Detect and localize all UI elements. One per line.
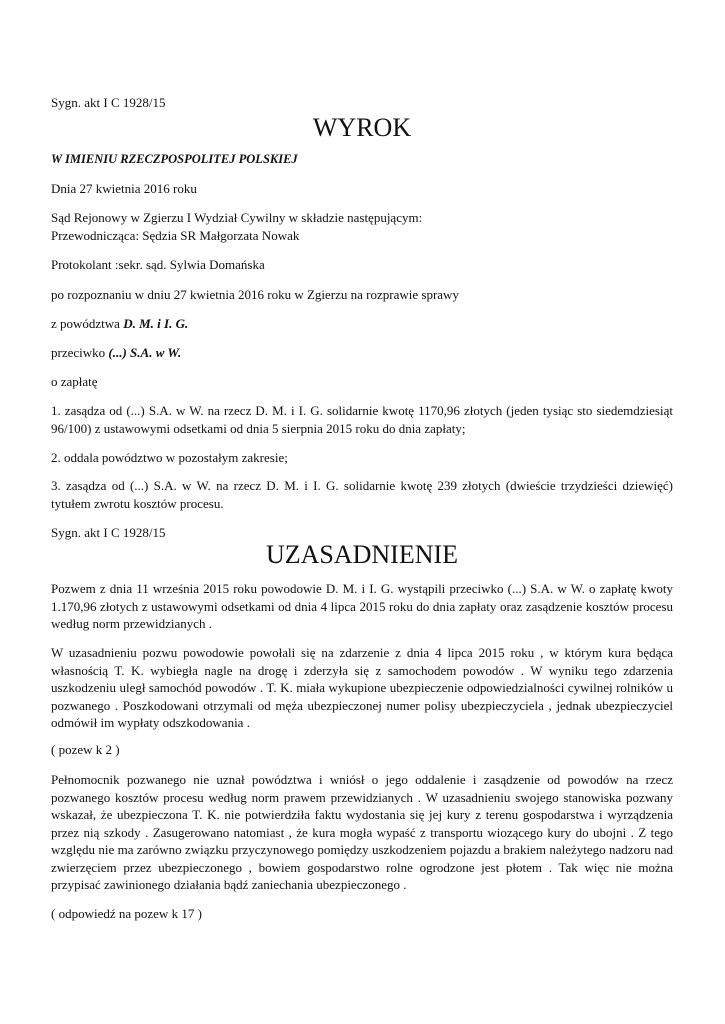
court-line-1: Sąd Rejonowy w Zgierzu I Wydział Cywilny w składzie następującym: [51, 210, 423, 225]
defendant-prefix: przeciwko [51, 345, 109, 360]
defendant-line [51, 344, 673, 362]
ruling-title: WYROK [312, 113, 412, 142]
court-line-2: Przewodnicząca: Sędzia SR Małgorzata Nowak [51, 227, 300, 243]
court-clerk: Protokolant :sekr. sąd. Sylwia Domańska [51, 257, 265, 272]
ruling-item-1: 1. zasądza od (...) S.A. w W. na rzecz D. M. i I. G. solidarnie kwotę 1170,96 złotych (jeden tysiąc sto siedemdziesiąt 96/100) z ustawowymi odsetkami od dnia 5 sierpnia 2015 roku do dnia zapłaty; [51, 403, 673, 436]
justification-paragraph-1: Pozwem z dnia 11 września 2015 roku powodowie D. M. i I. G. wystąpili przeciwko (...) S.A. w W. o zapłatę kwoty 1.170,96 złotych z ustawowymi odsetkami od dnia 4 lipca 2015 roku do dnia zapłaty oraz zasądzenie kosztów procesu według norm przewidzianych . [51, 581, 673, 631]
justification-paragraph-2: W uzasadnieniu pozwu powodowie powołali się na zdarzenie z dnia 4 lipca 2015 roku , w którym kura będąca własnością T. K. wybiegła nagle na drogę i zderzyła się z samochodem powodów . W wyniku tego zdarzenia uszkodzeniu uległ samochód powodów . T. K. miała wykupione ubezpieczenie odpowiedzialności cywilnej rolników u pozwanego . Poszkodowani otrzymali od męża ubezpieczonej numer polisy ubezpieczyciela , jednak ubezpieczyciel odmówił im wypłaty odszkodowania . [51, 645, 673, 730]
case-subject: o zapłatę [51, 374, 98, 389]
plaintiff-line [51, 315, 673, 333]
ruling-item-3: 3. zasądza od (...) S.A. w W. na rzecz D. M. i I. G. solidarnie kwotę 239 złotych (dwieście trzydzieści dziewięć) tytułem zwrotu kosztów procesu. [51, 478, 673, 511]
ruling-date: Dnia 27 kwietnia 2016 roku [51, 181, 197, 196]
court-composition [51, 209, 673, 244]
plaintiff-name: D. M. i I. G. [123, 316, 189, 331]
justification-paragraph-3: Pełnomocnik pozwanego nie uznał powództwa i wniósł o jego oddalenie i zasądzenie od powodów na rzecz pozwanego kosztów procesu według norm prawem przewidzianych . W uzasadnieniu swojego stanowiska pozwany wskazał, że ubezpieczona T. K. nie potwierdziła faktu wydostania się jej kury z terenu gospodarstwa i wyrządzenia przez nią szkody . Zasugerowano natomiast , że kura mogła wypaść z transportu wiozącego kury do ubojni . Z tego względu nie ma zarówno związku przyczynowego pomiędzy uszkodzeniem pojazdu a brakiem należytego nadzoru nad zwierzęciem przez ubezpieczonego , bowiem gospodarstwo rolne ogrodzone jest płotem . Tak więc nie można przypisać zawinionego działania bądź zaniechania ubezpieczonego . [51, 772, 673, 892]
ruling-subtitle: W IMIENIU RZECZPOSPOLITEJ POLSKIEJ [51, 152, 298, 166]
justification-title: UZASADNIENIE [265, 540, 459, 569]
case-signature: Sygn. akt I C 1928/15 [51, 95, 166, 110]
justification-signature: Sygn. akt I C 1928/15 [51, 525, 166, 540]
defendant-name: (...) S.A. w W. [108, 345, 182, 360]
reference-pozew: ( pozew k 2 ) [51, 742, 120, 757]
hearing-line: po rozpoznaniu w dniu 27 kwietnia 2016 roku w Zgierzu na rozprawie sprawy [51, 287, 459, 302]
ruling-item-2: 2. oddala powództwo w pozostałym zakresie; [51, 450, 288, 465]
plaintiff-prefix: z powództwa [51, 316, 124, 331]
reference-odpowiedz: ( odpowiedź na pozew k 17 ) [51, 906, 202, 921]
